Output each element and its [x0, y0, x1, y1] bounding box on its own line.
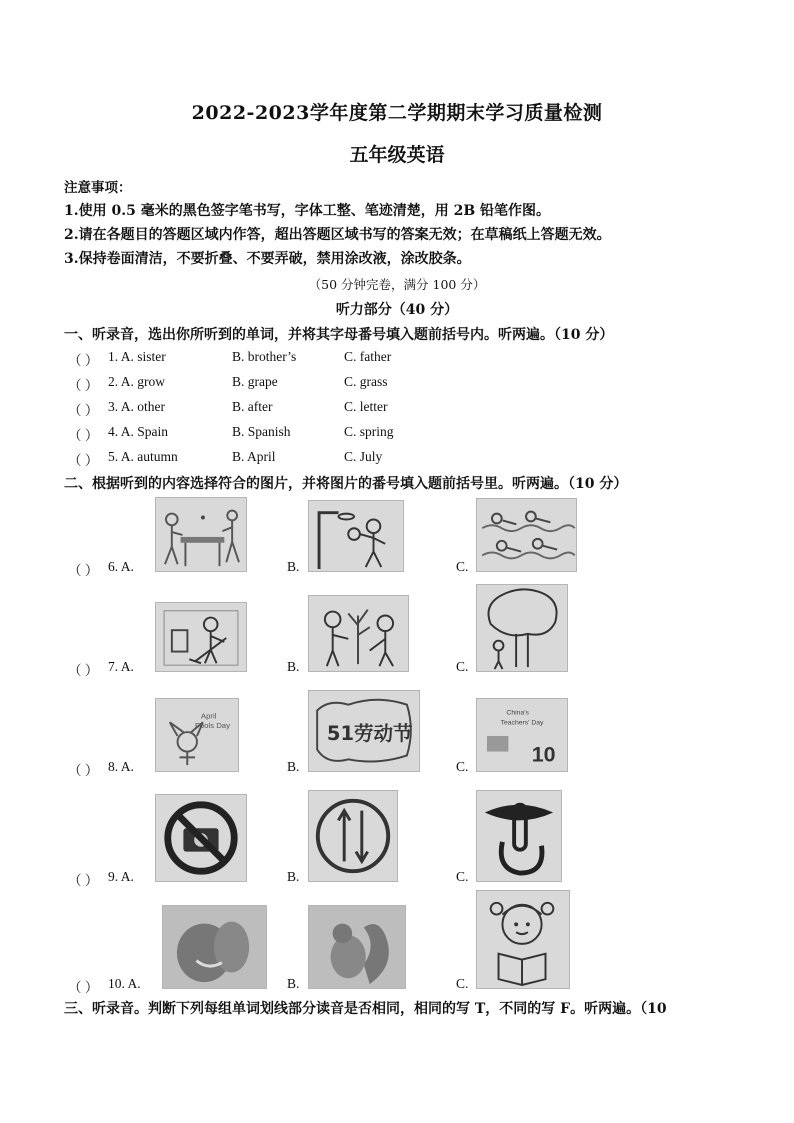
teachers-day-line-2: Teachers' Day [500, 719, 544, 727]
animal-photo-icon [163, 906, 266, 988]
question-7-label-c: C. [456, 659, 469, 674]
question-9-picture-b[interactable] [308, 790, 398, 882]
answer-bracket[interactable]: （ ） [68, 663, 99, 678]
question-10-picture-a[interactable] [162, 905, 267, 989]
question-3-option-a: 3. A. other [108, 399, 165, 414]
question-6-picture-c[interactable] [476, 498, 577, 572]
question-9-picture-a[interactable] [155, 794, 247, 882]
notice-item-3: 3.保持卷面清洁，不要折叠、不要弄破，禁用涂改液，涂改胶条。 [64, 251, 471, 267]
question-8-picture-b[interactable] [308, 690, 420, 772]
teachers-day-icon [477, 699, 567, 771]
question-10-label: 10. A. [108, 976, 141, 991]
question-10-picture-c[interactable] [476, 890, 570, 989]
question-8-picture-c[interactable] [476, 698, 568, 772]
question-7-picture-a[interactable] [155, 602, 247, 672]
answer-bracket[interactable]: （ ） [68, 873, 99, 888]
question-1-option-c: C. father [344, 349, 392, 364]
labor-day-icon [309, 691, 419, 771]
squirrel-photo-icon [309, 906, 405, 988]
section-3-title: 三、听录音。判断下列每组单词划线部分读音是否相同，相同的写 T，不同的写 F。听两遍。（10 [64, 1001, 667, 1017]
girl-reading-icon [477, 891, 569, 988]
question-8-picture-a[interactable] [155, 698, 239, 772]
question-9-label-b: B. [287, 869, 300, 884]
notice-item-1: 1.使用 0.5 毫米的黑色签字笔书写，字体工整、笔迹清楚，用 2B 铅笔作图。 [64, 203, 551, 219]
question-8-label-c: C. [456, 759, 469, 774]
question-1-option-b: B. brother’s [232, 349, 297, 364]
ping-pong-icon [156, 498, 246, 571]
listening-part-title: 听力部分（40 分） [335, 302, 459, 318]
answer-bracket[interactable]: （ ） [68, 763, 99, 778]
section-2-title: 二、根据听到的内容选择符合的图片，并将图片的番号填入题前括号里。听两遍。（10 分） [64, 476, 628, 492]
question-5-option-c: C. July [344, 449, 383, 464]
question-6-picture-b[interactable] [308, 500, 404, 572]
question-9-picture-c[interactable] [476, 790, 562, 882]
question-2-option-c: C. grass [344, 374, 388, 389]
answer-bracket[interactable]: （ ） [68, 453, 99, 468]
time-note: （50 分钟完卷，满分 100 分） [308, 277, 486, 292]
question-6-label: 6. A. [108, 559, 134, 574]
one-way-sign-icon [309, 791, 397, 881]
fifty-one-text: 51劳动节 [326, 721, 413, 745]
question-8-label: 8. A. [108, 759, 134, 774]
question-7-label: 7. A. [108, 659, 134, 674]
question-5-option-b: B. April [232, 449, 276, 464]
question-8-label-b: B. [287, 759, 300, 774]
answer-bracket[interactable]: （ ） [68, 353, 99, 368]
planting-tree-icon [309, 596, 408, 671]
question-10-label-c: C. [456, 976, 469, 991]
no-photos-icon [156, 795, 246, 881]
swimming-icon [477, 499, 576, 571]
teachers-day-line-1: China's [506, 709, 529, 717]
question-6-label-b: B. [287, 559, 300, 574]
question-4-option-b: B. Spanish [232, 424, 291, 439]
question-5-option-a: 5. A. autumn [108, 449, 178, 464]
question-10-label-b: B. [287, 976, 300, 991]
tree-icon [477, 585, 567, 671]
answer-bracket[interactable]: （ ） [68, 563, 99, 578]
april-fools-day-icon [156, 699, 238, 771]
april-text: April [200, 711, 217, 721]
question-3-option-b: B. after [232, 399, 273, 414]
question-9-label-c: C. [456, 869, 469, 884]
question-7-label-b: B. [287, 659, 300, 674]
answer-bracket[interactable]: （ ） [68, 980, 99, 995]
question-1-option-a: 1. A. sister [108, 349, 166, 364]
question-6-picture-a[interactable] [155, 497, 247, 572]
question-3-option-c: C. letter [344, 399, 388, 414]
basketball-icon [309, 501, 403, 571]
question-4-option-a: 4. A. Spain [108, 424, 169, 439]
exam-title: 2022-2023学年度第二学期期末学习质量检测 [191, 102, 603, 124]
answer-bracket[interactable]: （ ） [68, 428, 99, 443]
question-7-picture-c[interactable] [476, 584, 568, 672]
question-4-option-c: C. spring [344, 424, 394, 439]
question-6-label-c: C. [456, 559, 469, 574]
question-2-option-b: B. grape [232, 374, 278, 389]
question-10-picture-b[interactable] [308, 905, 406, 989]
sweeping-icon [156, 603, 246, 671]
ten-text: 10 [531, 742, 556, 767]
answer-bracket[interactable]: （ ） [68, 378, 99, 393]
answer-bracket[interactable]: （ ） [68, 403, 99, 418]
fools-day-text: Fools Day [195, 721, 231, 731]
question-7-picture-b[interactable] [308, 595, 409, 672]
question-9-label: 9. A. [108, 869, 134, 884]
question-2-option-a: 2. A. grow [108, 374, 165, 389]
notice-item-2: 2.请在各题目的答题区域内作答，超出答题区域书写的答案无效；在草稿纸上答题无效。 [64, 227, 611, 243]
section-1-title: 一、听录音，选出你所听到的单词，并将其字母番号填入题前括号内。听两遍。（10 分） [64, 327, 614, 343]
exam-subtitle: 五年级英语 [349, 144, 445, 166]
be-quiet-icon [477, 791, 561, 881]
notice-heading: 注意事项： [64, 180, 132, 196]
